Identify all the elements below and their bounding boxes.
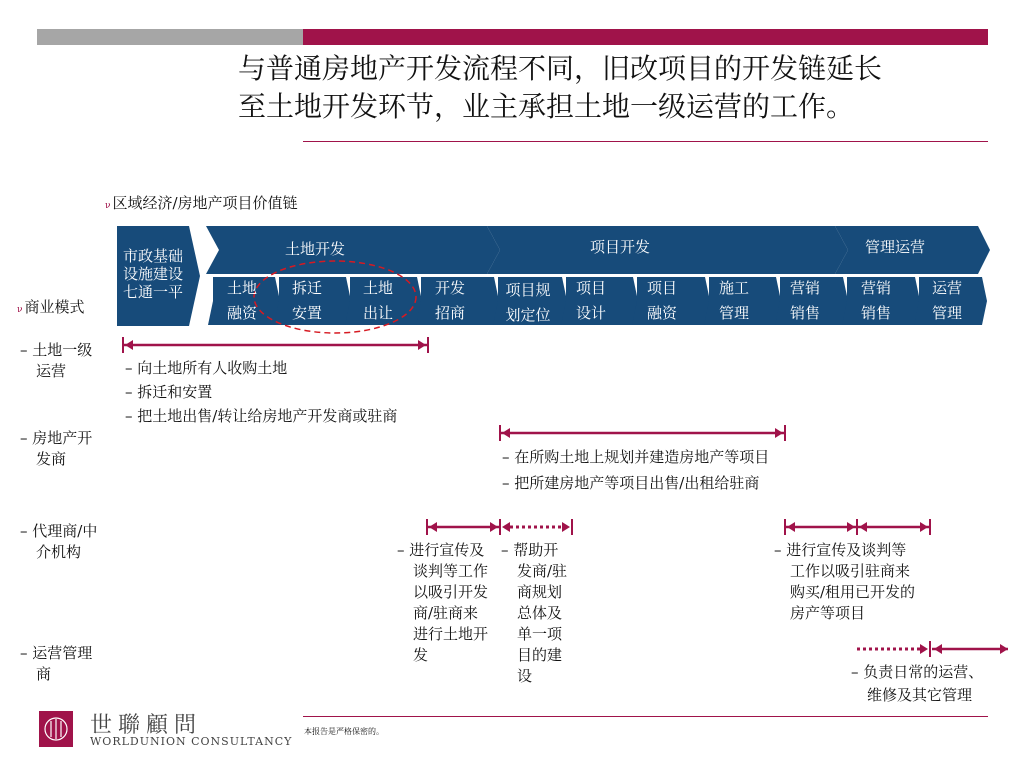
footer-divider [303, 716, 988, 717]
task-line: 发商/驻 [517, 562, 568, 580]
step-line: 施工 [718, 279, 749, 297]
step-line: 土地 [362, 279, 393, 297]
span-bracket-dotted [857, 641, 930, 657]
role-label-operator [20, 643, 92, 685]
span-bracket [932, 644, 1008, 654]
task-line: 总体及 [517, 604, 563, 622]
span-bracket [500, 425, 785, 441]
role-label-line: 运营 [36, 362, 67, 380]
task-line: 购买/租用已开发的 [790, 583, 916, 601]
step-line: 招商 [434, 304, 465, 322]
step-line: 运营 [931, 279, 962, 297]
span-bracket-dotted [500, 519, 572, 535]
step-line: 项目 [646, 279, 677, 297]
chain-group-label-land: 土地开发 [284, 240, 345, 258]
task-line: 发 [413, 646, 429, 664]
chain-group-label-project: 项目开发 [589, 238, 650, 256]
logo-mark [39, 711, 73, 747]
step-line: 融资 [226, 304, 257, 322]
task-line: 设 [517, 667, 533, 685]
span-bracket [427, 519, 500, 535]
task-line: 工作以吸引驻商来 [790, 562, 911, 580]
step-line: 融资 [646, 304, 677, 322]
step-line: 划定位 [505, 306, 551, 324]
step-line: 开发 [434, 279, 465, 297]
step-line: 销售 [860, 304, 891, 322]
role-label-line: – 运营管理 [20, 644, 93, 662]
title-line-2: 至土地开发环节，业主承担土地一级运营的工作。 [238, 90, 855, 123]
chain-step-label [847, 276, 905, 326]
task-line: – 进行宣传及谈判等 [774, 541, 907, 559]
operator-task [851, 661, 983, 707]
role-label-line: 发商 [36, 450, 67, 468]
span-bracket [785, 519, 930, 535]
role-label-line: 介机构 [36, 543, 82, 561]
task-line: 进行土地开 [413, 625, 489, 643]
task-item: – 向土地所有人收购土地 [125, 359, 288, 377]
chain-prefix-line: 市政基础 [122, 247, 183, 265]
agent-task-planning [501, 540, 567, 687]
chain-step-label [278, 276, 336, 326]
task-line: – 负责日常的运营、 [851, 663, 984, 681]
step-line: 营销 [860, 279, 891, 297]
role-label-agent [20, 521, 97, 563]
business-model-text: 商业模式 [24, 298, 85, 316]
land-operator-tasks [125, 356, 397, 428]
confidential-note: 本报告是严格保密的。 [304, 727, 384, 736]
bullet-icon: ν [105, 201, 111, 211]
chain-step-label [421, 276, 479, 326]
span-bracket [123, 337, 428, 353]
step-line: 拆迁 [291, 279, 322, 297]
task-item: – 把所建房地产等项目出售/出租给驻商 [502, 474, 760, 492]
step-line: 安置 [291, 304, 322, 322]
role-label-line: – 房地产开 [20, 429, 93, 447]
task-line: – 帮助开 [501, 541, 559, 559]
step-line: 土地 [226, 279, 257, 297]
step-line: 销售 [789, 304, 820, 322]
task-item: – 拆迁和安置 [125, 383, 213, 401]
step-line: 出让 [362, 304, 393, 322]
role-label-line: – 土地一级 [20, 341, 93, 359]
chain-step-label [498, 278, 558, 328]
task-item: – 在所购土地上规划并建造房地产等项目 [502, 448, 770, 466]
chain-step-label [705, 276, 763, 326]
step-line: 项目 [575, 279, 606, 297]
role-label-land-operator [20, 340, 92, 382]
role-label-line: 商 [36, 665, 52, 683]
chain-prefix-line: 七通一平 [122, 283, 183, 301]
chain-group-label-operation: 管理运营 [864, 238, 925, 256]
chain-step-label [349, 276, 407, 326]
step-line: 设计 [575, 304, 606, 322]
task-line: 谈判等工作 [413, 562, 489, 580]
task-line: – 进行宣传及 [397, 541, 485, 559]
task-line: 单一项 [517, 625, 563, 643]
chain-step-label [776, 276, 834, 326]
chain-step-label [633, 276, 691, 326]
task-line: 商/驻商来 [413, 604, 479, 622]
step-line: 营销 [789, 279, 820, 297]
step-line: 管理 [718, 304, 749, 322]
title-line-1: 与普通房地产开发流程不同，旧改项目的开发链延长 [238, 52, 883, 85]
chain-step-label [213, 276, 271, 326]
agent-task-land [397, 540, 488, 666]
bullet-icon: ν [17, 305, 23, 315]
task-item: – 把土地出售/转让给房地产开发商或驻商 [125, 407, 398, 425]
logo-chinese-name: 世聯顧問 [90, 713, 203, 738]
task-line: 维修及其它管理 [867, 686, 973, 704]
task-line: 房产等项目 [790, 604, 866, 622]
chain-prefix-line: 设施建设 [122, 265, 183, 283]
chain-prefix-label [117, 247, 189, 301]
chain-step-label [562, 276, 620, 326]
company-logo-icon [39, 711, 73, 747]
developer-tasks [502, 444, 769, 496]
task-line: 以吸引开发 [413, 583, 489, 601]
logo-english-name: WORLDUNION CONSULTANCY [90, 735, 293, 748]
chain-step-label [918, 276, 976, 326]
step-line: 项目规 [505, 281, 551, 299]
chain-heading-text: 区域经济/房地产项目价值链 [112, 194, 298, 212]
step-line: 管理 [931, 304, 962, 322]
agent-task-leasing [774, 540, 915, 624]
role-label-line: – 代理商/中 [20, 522, 98, 540]
task-line: 目的建 [517, 646, 563, 664]
task-line: 商规划 [517, 583, 563, 601]
role-label-developer [20, 428, 92, 470]
